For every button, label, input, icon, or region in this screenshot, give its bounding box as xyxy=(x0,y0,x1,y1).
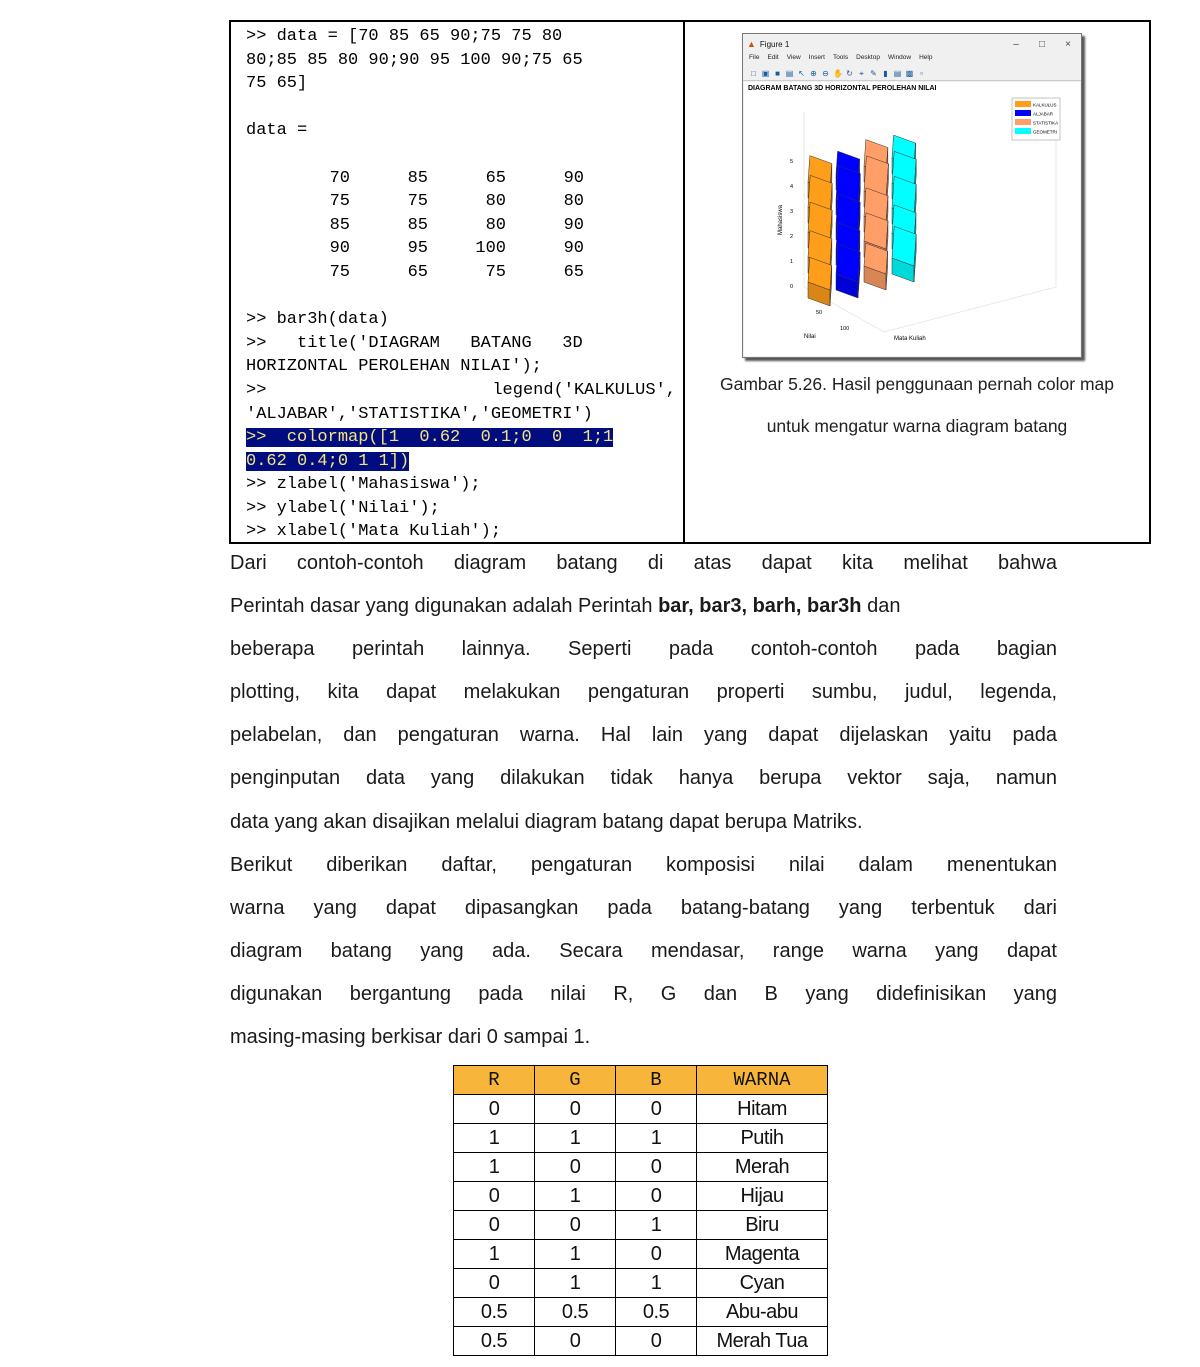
bold-commands: bar, bar3, barh, bar3h xyxy=(658,595,862,618)
code-listing xyxy=(246,25,676,542)
table-row xyxy=(454,1269,828,1298)
table-row xyxy=(454,1298,828,1327)
code-line-legend: 'ALJABAR','STATISTIKA','GEOMETRI') xyxy=(246,404,593,424)
code-line: >> data = [70 85 65 90;75 75 80 xyxy=(246,27,563,46)
bar3h-plot xyxy=(744,82,1080,356)
body-text xyxy=(230,542,1057,1059)
y-tick-label: 50 xyxy=(816,310,823,316)
menu-tools[interactable]: Tools xyxy=(832,54,849,61)
legend-swatch xyxy=(1015,101,1031,107)
legend-entry: ALJABAR xyxy=(1033,111,1054,117)
table-cell: 0 xyxy=(454,1269,535,1298)
table-cell: 0 xyxy=(616,1153,697,1182)
table-cell: 0.5 xyxy=(535,1298,616,1327)
matrix-cell: 85 xyxy=(407,215,428,235)
table-cell: Hijau xyxy=(697,1182,828,1211)
plot-title: DIAGRAM BATANG 3D HORIZONTAL PEROLEHAN NILAI xyxy=(748,85,937,92)
paragraph xyxy=(230,844,1057,1059)
table-cell: Cyan xyxy=(697,1269,828,1298)
code-line xyxy=(246,96,676,120)
table-cell: 0 xyxy=(535,1211,616,1240)
matrix-cell: 75 xyxy=(329,192,350,212)
matrix-cell: 65 xyxy=(563,262,584,282)
dock-icon[interactable]: ▫ xyxy=(920,68,923,78)
text-line: beberapa perintah lainnya. Seperti pada contoh-contoh pada bagian xyxy=(230,638,1057,661)
table-cell: 0 xyxy=(616,1240,697,1269)
table-header-row xyxy=(454,1066,828,1095)
text-line: pelabelan, dan pengaturan warna. Hal lain yang dapat dijelaskan yaitu pada xyxy=(230,724,1057,747)
z-tick-label: 3 xyxy=(790,209,794,215)
z-tick-label: 4 xyxy=(790,184,794,190)
matrix-cell: 70 xyxy=(329,168,350,188)
code-line-title: >> title('DIAGRAM BATANG 3D xyxy=(246,333,583,353)
matrix-cell: 90 xyxy=(563,239,584,259)
text-run xyxy=(230,585,900,628)
zoom-in-icon[interactable]: ⊕ xyxy=(810,68,817,78)
matrix-cell: 85 xyxy=(329,215,350,235)
matrix-cell: 80 xyxy=(485,215,506,235)
menu-edit[interactable]: Edit xyxy=(767,54,779,61)
matrix-cell: 75 xyxy=(485,262,506,282)
data-cursor-icon[interactable]: ⌖ xyxy=(859,68,864,78)
legend-swatch xyxy=(1015,119,1031,125)
text-line: warna yang dapat dipasangkan pada batang-batang yang terbentuk dari xyxy=(230,896,1057,919)
text-line: Berikut diberikan daftar, pengaturan komposisi nilai dalam menentukan xyxy=(230,853,1057,876)
table-cell: 0 xyxy=(616,1095,697,1124)
matrix-cell: 80 xyxy=(485,192,506,212)
table-cell: 0 xyxy=(535,1327,616,1356)
table-cell: 1 xyxy=(454,1153,535,1182)
open-file-icon[interactable]: ▣ xyxy=(761,68,770,78)
figure-caption: untuk mengatur warna diagram batang xyxy=(766,416,1068,436)
text-line xyxy=(230,585,1057,628)
table-cell: Abu-abu xyxy=(697,1298,828,1327)
menu-desktop[interactable]: Desktop xyxy=(856,54,880,61)
z-tick-label: 1 xyxy=(790,259,794,265)
code-line: 80;85 85 80 90;90 95 100 90;75 65 xyxy=(246,50,583,70)
table-cell: 0 xyxy=(454,1095,535,1124)
table-cell: Merah xyxy=(697,1153,828,1182)
matrix-row xyxy=(246,190,676,214)
matlab-logo-icon: ▲ xyxy=(747,39,756,49)
table-cell: 1 xyxy=(454,1124,535,1153)
column-header: B xyxy=(616,1066,697,1095)
column-header: G xyxy=(535,1066,616,1095)
matrix-cell: 100 xyxy=(475,239,506,259)
table-cell: 0.5 xyxy=(454,1298,535,1327)
table-cell: Merah Tua xyxy=(697,1327,828,1356)
y-tick-label: 100 xyxy=(840,326,850,332)
menu-view[interactable]: View xyxy=(786,54,801,61)
table-row xyxy=(454,1153,828,1182)
code-line xyxy=(246,285,676,309)
table-cell: 0.5 xyxy=(616,1298,697,1327)
table-cell: 0 xyxy=(535,1153,616,1182)
hide-tools-icon[interactable]: ▩ xyxy=(905,68,914,78)
code-line-xlabel: >> xlabel('Mata Kuliah'); xyxy=(246,522,502,542)
figure-window-title: Figure 1 xyxy=(759,39,790,49)
table-row xyxy=(454,1211,828,1240)
table-row xyxy=(454,1182,828,1211)
table-cell: Hitam xyxy=(697,1095,828,1124)
column-header: R xyxy=(454,1066,535,1095)
figure-caption: Gambar 5.26. Hasil penggunaan pernah color map xyxy=(720,374,1114,394)
text-line: diagram batang yang ada. Secara mendasar, range warna yang dapat xyxy=(230,939,1057,962)
close-button[interactable]: × xyxy=(1065,38,1071,50)
matrix-cell: 90 xyxy=(563,168,584,188)
table-row xyxy=(454,1240,828,1269)
data-matrix-output xyxy=(246,167,676,285)
figure-titlebar xyxy=(743,34,1081,54)
table-cell: 0 xyxy=(616,1327,697,1356)
legend-entry: KALKULUS xyxy=(1033,102,1057,108)
text-run: Perintah dasar yang digunakan adalah Perintah xyxy=(230,595,659,618)
code-prompt: >> xyxy=(246,380,267,400)
code-line-colormap xyxy=(246,450,676,474)
legend-swatch xyxy=(1015,128,1031,134)
matlab-command-window xyxy=(231,22,685,542)
text-run: dan xyxy=(861,595,901,618)
figure-menubar xyxy=(743,54,1081,66)
table-cell: 1 xyxy=(535,1269,616,1298)
table-cell: 1 xyxy=(616,1211,697,1240)
figure-column xyxy=(685,22,1149,542)
table-cell: 1 xyxy=(535,1182,616,1211)
highlighted-code: 0.62 0.4;0 1 1]) xyxy=(246,451,410,471)
code-line xyxy=(246,143,676,167)
matrix-cell: 65 xyxy=(485,168,506,188)
colorbar-icon[interactable]: ▮ xyxy=(883,68,888,78)
z-tick-label: 5 xyxy=(790,159,794,165)
matrix-cell: 75 xyxy=(329,262,350,282)
rotate-icon[interactable]: ↻ xyxy=(846,68,853,78)
code-legend-call: legend('KALKULUS', xyxy=(492,380,676,400)
code-line-ylabel: >> ylabel('Nilai'); xyxy=(246,498,440,518)
text-line: masing-masing berkisar dari 0 sampai 1. xyxy=(230,1026,591,1049)
zoom-out-icon[interactable]: ⊖ xyxy=(822,68,829,78)
z-axis-label: Mahasiswa xyxy=(778,204,784,236)
table-cell: 1 xyxy=(535,1124,616,1153)
rgb-color-table xyxy=(453,1065,828,1356)
table-cell: 0 xyxy=(535,1095,616,1124)
table-cell: Putih xyxy=(697,1124,828,1153)
code-line-zlabel: >> zlabel('Mahasiswa'); xyxy=(246,475,481,495)
figure-toolbar xyxy=(743,66,1081,81)
matrix-row xyxy=(246,237,676,261)
text-line: digunakan bergantung pada nilai R, G dan B yang didefinisikan yang xyxy=(230,982,1057,1005)
text-line: plotting, kita dapat melakukan pengaturan properti sumbu, judul, legenda, xyxy=(230,681,1057,704)
matrix-row xyxy=(246,167,676,191)
z-tick-label: 2 xyxy=(790,234,794,240)
table-cell: Biru xyxy=(697,1211,828,1240)
table-cell: Magenta xyxy=(697,1240,828,1269)
brush-icon[interactable]: ✎ xyxy=(870,68,877,78)
print-icon[interactable]: ▤ xyxy=(785,68,794,78)
text-line: data yang akan disajikan melalui diagram batang dapat berupa Matriks. xyxy=(230,810,863,833)
table-cell: 1 xyxy=(535,1240,616,1269)
table-cell: 1 xyxy=(616,1124,697,1153)
legend-icon[interactable]: ▤ xyxy=(893,68,902,78)
matrix-cell: 90 xyxy=(563,215,584,235)
code-line: 75 65] xyxy=(246,74,308,94)
code-line-legend xyxy=(246,379,676,403)
x-axis-label: Mata Kuliah xyxy=(894,336,926,342)
text-line: Dari contoh-contoh diagram batang di atas dapat kita melihat bahwa xyxy=(230,552,1057,574)
minimize-button[interactable]: – xyxy=(1013,38,1019,50)
menu-help[interactable]: Help xyxy=(919,54,933,61)
table-cell: 0 xyxy=(454,1211,535,1240)
matrix-row xyxy=(246,261,676,285)
table-cell: 0 xyxy=(616,1182,697,1211)
matrix-cell: 85 xyxy=(407,168,428,188)
code-line: data = xyxy=(246,121,308,141)
column-header: WARNA xyxy=(697,1066,828,1095)
table-row xyxy=(454,1327,828,1356)
plot-legend xyxy=(1012,98,1060,140)
pointer-icon[interactable]: ↖ xyxy=(798,68,805,78)
code-line-colormap xyxy=(246,426,676,450)
code-and-figure-box xyxy=(229,20,1151,544)
legend-entry: STATISTIKA xyxy=(1033,120,1059,126)
menu-file[interactable]: File xyxy=(749,54,760,61)
table-cell: 0.5 xyxy=(454,1327,535,1356)
code-line-bar3h: >> bar3h(data) xyxy=(246,310,389,330)
matrix-cell: 95 xyxy=(407,239,428,259)
table-row xyxy=(454,1095,828,1124)
matrix-cell: 65 xyxy=(407,262,428,282)
legend-swatch xyxy=(1015,110,1031,116)
matrix-cell: 90 xyxy=(329,239,350,259)
y-axis-label: Nilai xyxy=(804,334,816,340)
paragraph xyxy=(230,542,1057,844)
z-tick-label: 0 xyxy=(790,284,794,290)
menu-window[interactable]: Window xyxy=(887,54,912,61)
matlab-figure-window xyxy=(742,33,1082,358)
menu-insert[interactable]: Insert xyxy=(808,54,825,61)
table-cell: 0 xyxy=(454,1182,535,1211)
code-line-title: HORIZONTAL PEROLEHAN NILAI'); xyxy=(246,357,542,377)
save-icon[interactable]: ■ xyxy=(775,68,780,78)
matrix-cell: 75 xyxy=(407,192,428,212)
legend-entry: GEOMETRI xyxy=(1033,129,1058,135)
highlighted-code: >> colormap([1 0.62 0.1;0 0 1;1 xyxy=(246,428,614,448)
table-row xyxy=(454,1124,828,1153)
table-cell: 1 xyxy=(616,1269,697,1298)
new-figure-icon[interactable]: □ xyxy=(751,68,756,78)
maximize-button[interactable]: □ xyxy=(1038,38,1046,50)
text-line: penginputan data yang dilakukan tidak hanya berupa vektor saja, namun xyxy=(230,767,1057,790)
matrix-row xyxy=(246,214,676,238)
table-cell: 1 xyxy=(454,1240,535,1269)
pan-icon[interactable]: ✋ xyxy=(833,68,843,78)
matrix-cell: 80 xyxy=(563,192,584,212)
